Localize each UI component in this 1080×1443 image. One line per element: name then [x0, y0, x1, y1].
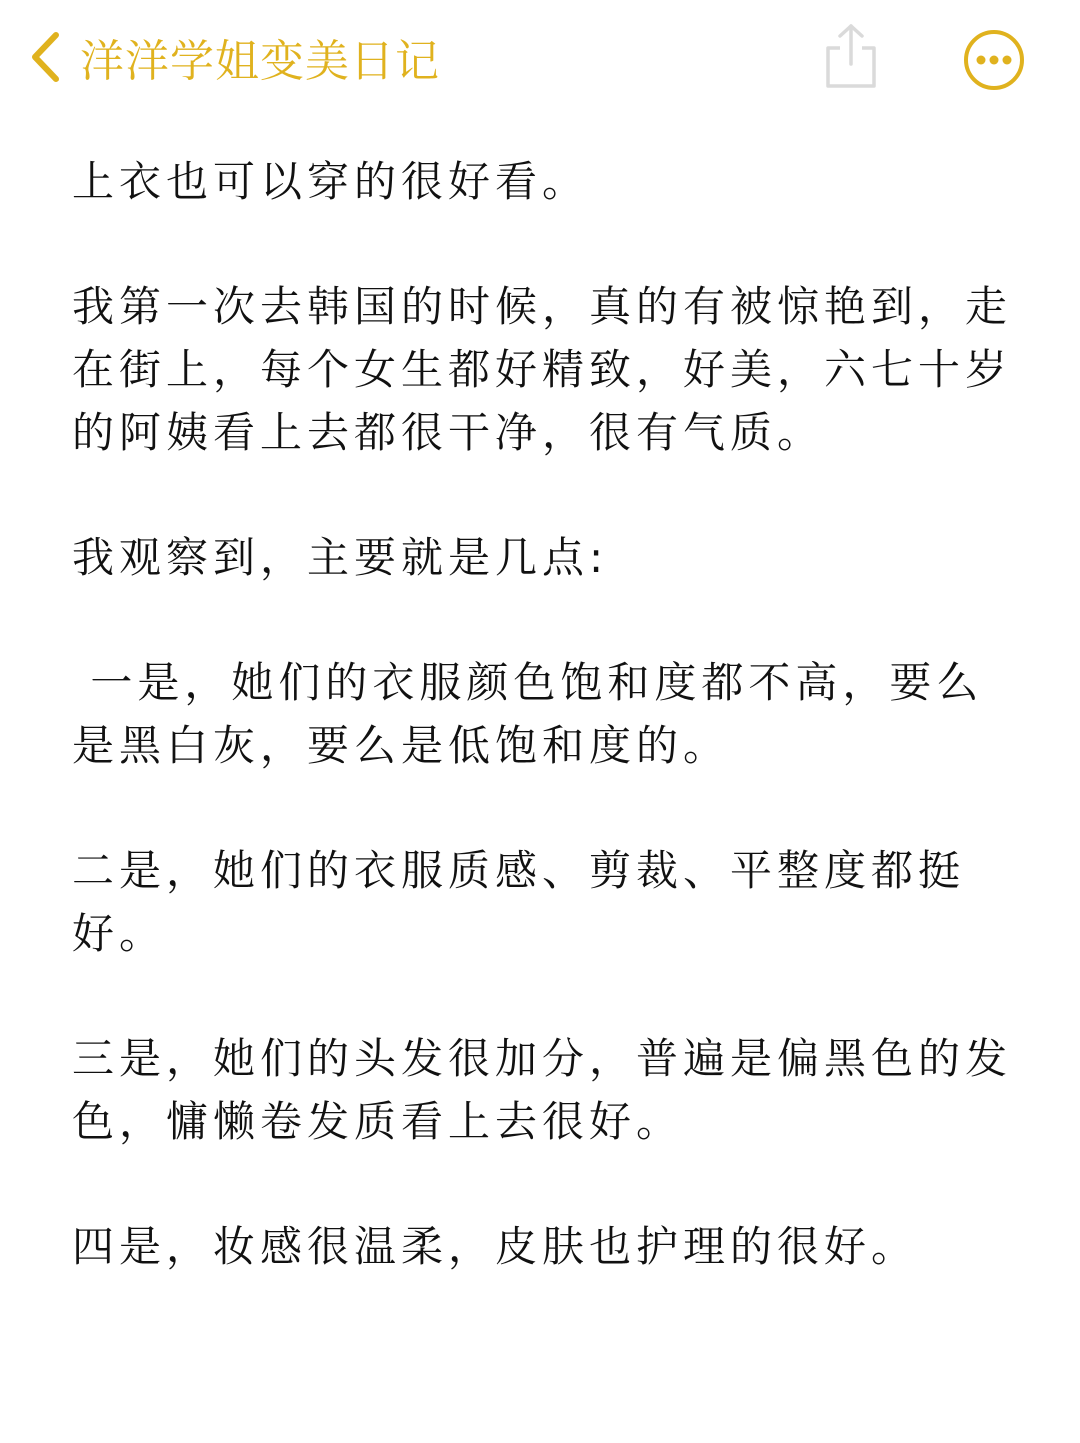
more-button[interactable]	[962, 28, 1026, 92]
note-title: 洋洋学姐变美日记	[80, 36, 440, 87]
note-paragraph: 一是，她们的衣服颜色饱和度都不高，要么是黑白灰，要么是低饱和度的。	[72, 658, 984, 770]
note-paragraph: 二是，她们的衣服质感、剪裁、平整度都挺好。	[72, 846, 966, 958]
chevron-left-icon	[28, 31, 62, 83]
note-body	[72, 150, 1012, 1340]
note-paragraph: 上衣也可以穿的很好看。	[72, 157, 590, 206]
note-paragraph: 三是，她们的头发很加分，普遍是偏黑色的发色，慵懒卷发质看上去很好。	[72, 1034, 1013, 1146]
share-icon	[822, 75, 880, 94]
note-paragraph: 我观察到，主要就是几点:	[72, 533, 609, 582]
note-paragraph: 四是，妆感很温柔，皮肤也护理的很好。	[72, 1222, 919, 1271]
nav-bar	[0, 0, 1080, 115]
note-paragraph: 我第一次去韩国的时候，真的有被惊艳到，走在街上，每个女生都好精致，好美，六七十岁的阿姨看上去都很干净，很有气质。	[72, 282, 1013, 457]
more-icon	[962, 77, 1026, 96]
share-button[interactable]	[822, 22, 880, 90]
back-button[interactable]	[28, 26, 440, 88]
